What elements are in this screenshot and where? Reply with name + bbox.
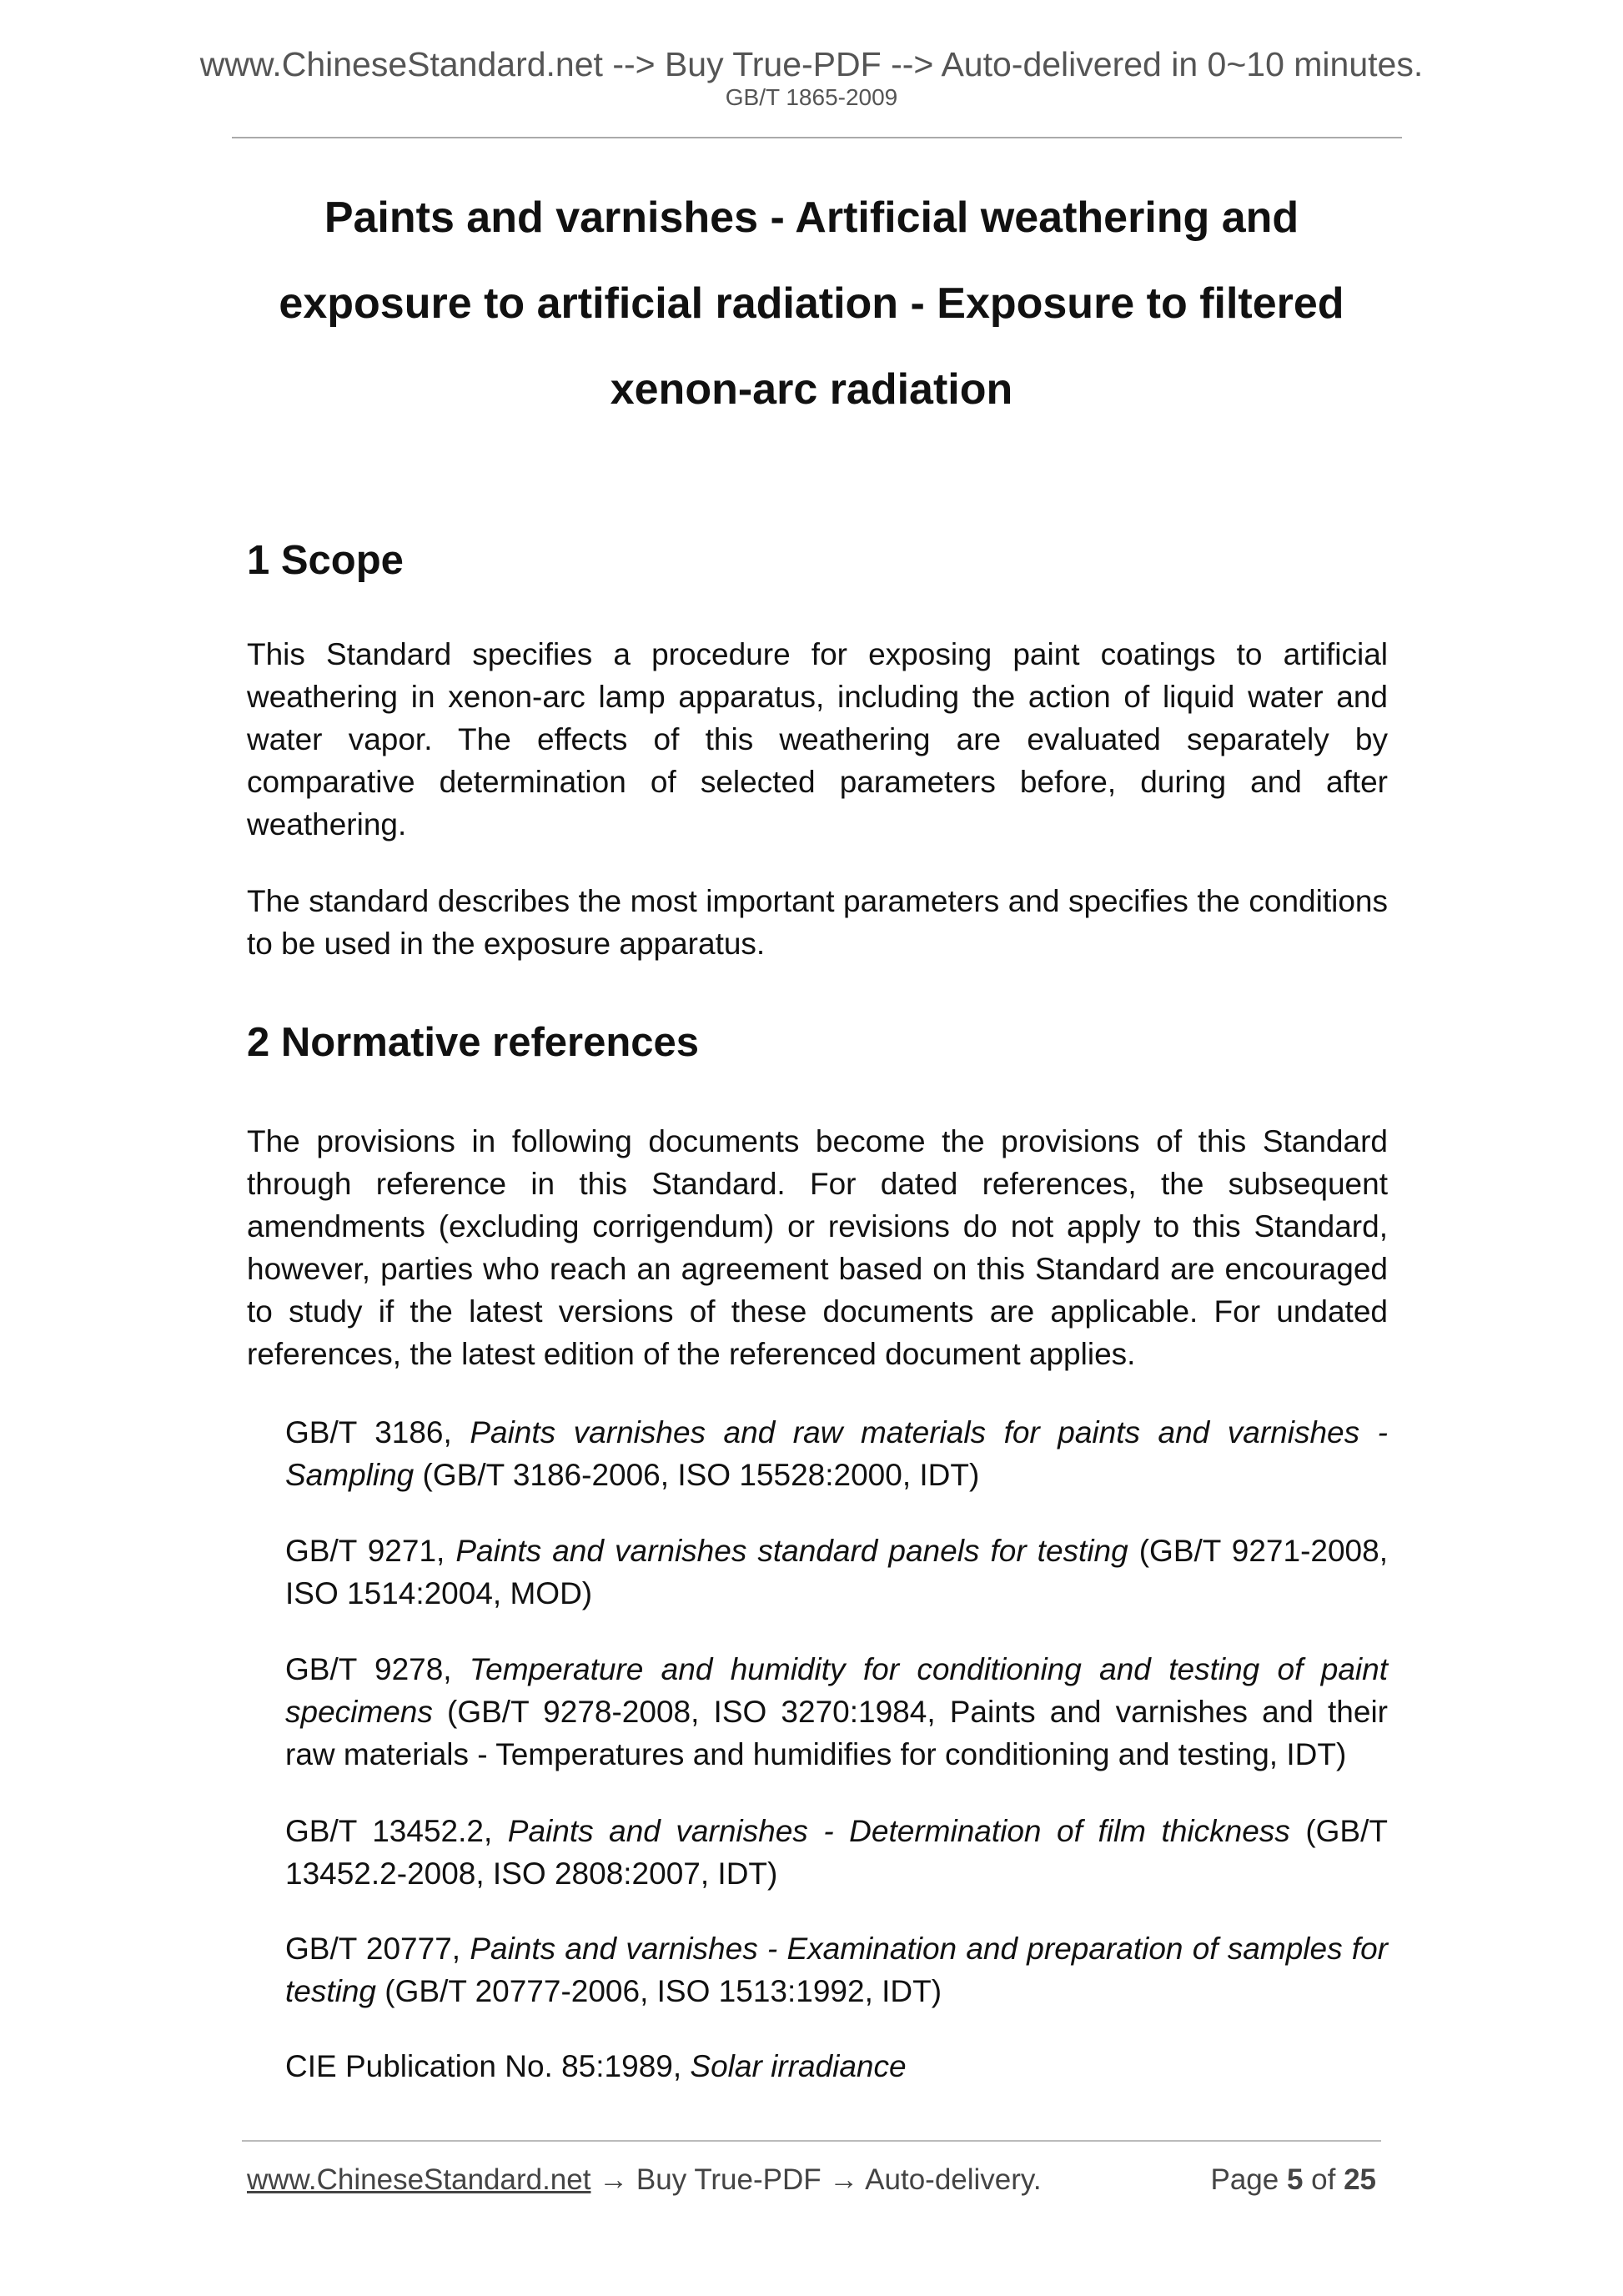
reference-code: GB/T 9278,: [285, 1652, 470, 1686]
page-current: 5: [1286, 2163, 1304, 2196]
reference-item: [285, 1648, 1388, 1776]
reference-title: Paints and varnishes standard panels for testing: [455, 1534, 1128, 1568]
footer-divider: [242, 2140, 1381, 2142]
page-of: of: [1303, 2163, 1344, 2196]
title-line-2: exposure to artificial radiation - Exposure to filtered: [279, 279, 1344, 328]
reference-item: [285, 2045, 1388, 2088]
page-label: Page: [1210, 2163, 1287, 2196]
reference-code: GB/T 13452.2,: [285, 1814, 508, 1848]
footer-left: [247, 2162, 1042, 2198]
reference-item: [285, 1530, 1388, 1615]
standard-number: GB/T 1865-2009: [725, 84, 898, 110]
reference-note: (GB/T 13452.2-2008, ISO 2808:2007, IDT): [285, 1814, 1388, 1891]
section-1-heading: 1 Scope: [247, 538, 404, 583]
reference-code: CIE Publication No. 85:1989,: [285, 2049, 691, 2083]
page-total: 25: [1344, 2163, 1376, 2196]
reference-item: [285, 1411, 1388, 1496]
reference-title: Paints and varnishes - Determination of film thickness: [507, 1814, 1290, 1848]
title-line-3: xenon-arc radiation: [610, 365, 1013, 414]
reference-note: (GB/T 20777-2006, ISO 1513:1992, IDT): [376, 1974, 942, 2008]
section-2-heading: 2 Normative references: [247, 1020, 700, 1065]
reference-item: [285, 1810, 1388, 1895]
reference-item: [285, 1927, 1388, 2012]
normative-paragraph: The provisions in following documents become the provisions of this Standard through reference in this Standard. For dated references, the subsequent amendments (excluding corrigendum) or revisions do not apply to this Standard, however, parties who reach an agreement based on this Standard are encouraged to study if the latest versions of these documents are applicable. For undated references, the latest edition of the referenced document applies.: [247, 1124, 1388, 1371]
scope-paragraph-2: The standard describes the most important parameters and specifies the conditions to be used in the exposure apparatus.: [247, 884, 1388, 961]
scope-paragraph-1: This Standard specifies a procedure for exposing paint coatings to artificial weathering in xenon-arc lamp apparatus, including the action of liquid water and water vapor. The effects of this weathering are evaluated separately by comparative determination of selected parameters before, during and after weathering.: [247, 637, 1388, 842]
reference-note: (GB/T 3186-2006, ISO 15528:2000, IDT): [414, 1458, 980, 1492]
reference-title: Temperature and humidity for conditioning and testing of paint specimens: [285, 1652, 1388, 1729]
reference-code: GB/T 9271,: [285, 1534, 456, 1568]
reference-title: Solar irradiance: [690, 2049, 907, 2083]
footer-site-link[interactable]: www.ChineseStandard.net: [247, 2163, 591, 2196]
top-banner: www.ChineseStandard.net --> Buy True-PDF --> Auto-delivered in 0~10 minutes.: [199, 45, 1424, 83]
reference-note: (GB/T 9271-2008, ISO 1514:2004, MOD): [285, 1534, 1388, 1610]
document-title: [234, 175, 1389, 433]
page-indicator: [1210, 2162, 1376, 2198]
reference-code: GB/T 20777,: [285, 1932, 470, 1966]
header-divider: [232, 137, 1402, 138]
reference-title: Paints and varnishes - Examination and preparation of samples for testing: [285, 1932, 1388, 2008]
reference-note: (GB/T 9278-2008, ISO 3270:1984, Paints and varnishes and their raw materials - Temperatures and humidifies for conditioning and testing, IDT): [285, 1695, 1388, 1771]
title-line-1: Paints and varnishes - Artificial weathering and: [324, 193, 1299, 242]
footer-tagline: → Buy True-PDF → Auto-delivery.: [590, 2163, 1042, 2196]
reference-code: GB/T 3186,: [285, 1415, 470, 1449]
reference-title: Paints varnishes and raw materials for paints and varnishes - Sampling: [285, 1415, 1388, 1492]
